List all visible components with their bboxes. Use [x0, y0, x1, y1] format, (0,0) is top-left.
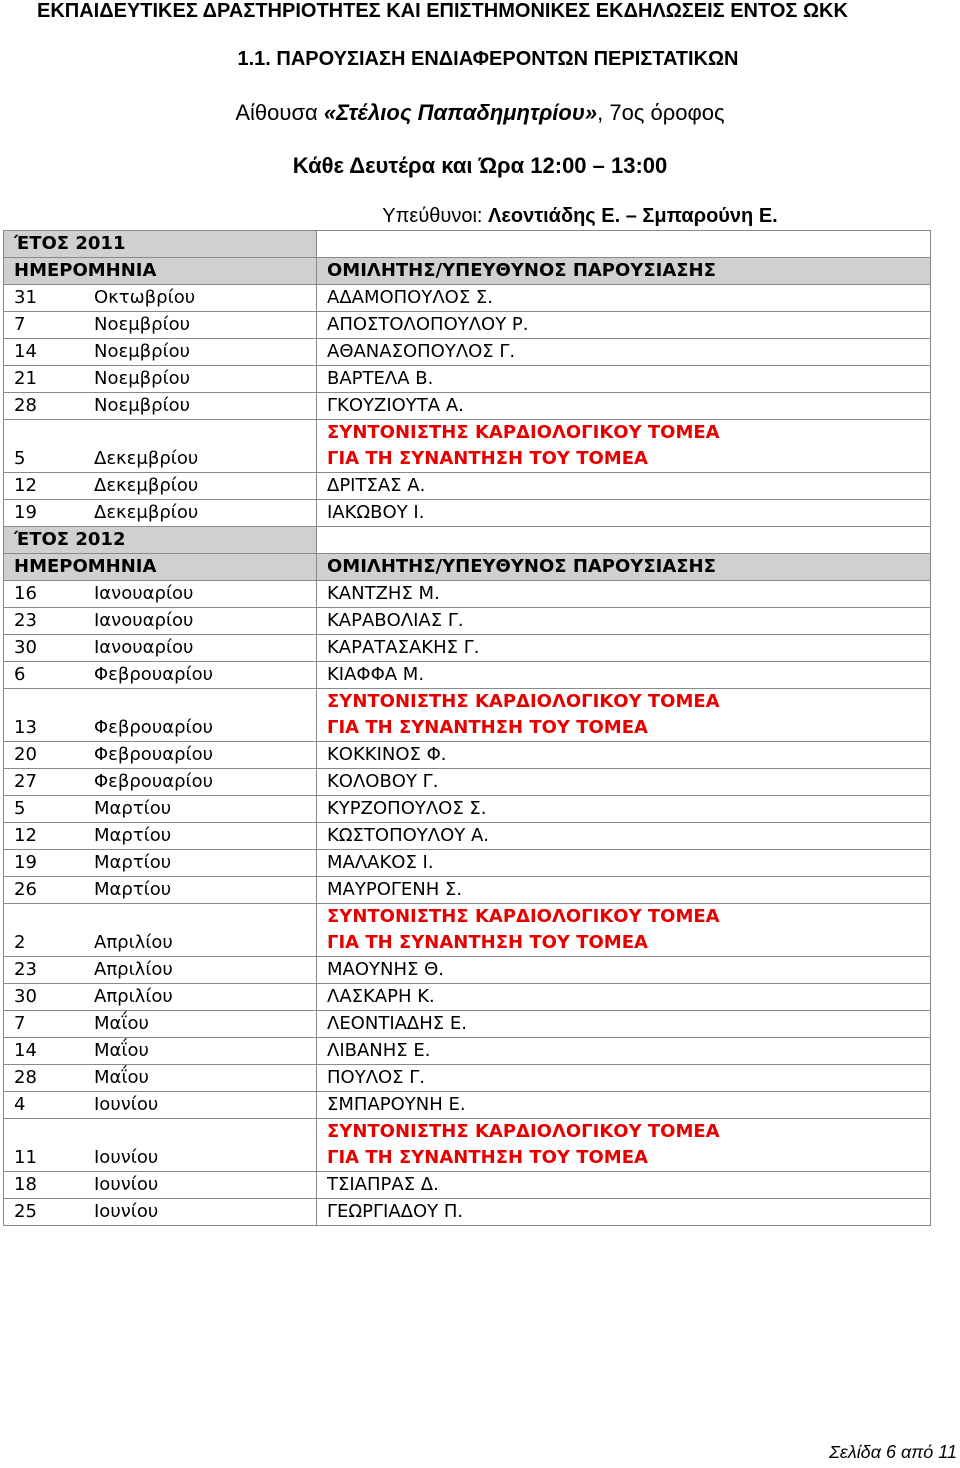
date-month: Ιουνίου — [84, 1092, 317, 1119]
table-row — [4, 1199, 931, 1226]
room-prefix: Αίθουσα — [235, 100, 324, 125]
date-day: 14 — [4, 1038, 85, 1065]
date-day: 31 — [4, 285, 85, 312]
schedule-table-body — [4, 231, 931, 1226]
presenter-line-1: ΣΥΝΤΟΝΙΣΤΗΣ ΚΑΡΔΙΟΛΟΓΙΚΟΥ ΤΟΜΕΑ — [327, 1121, 720, 1142]
presenter-cell: ΛΑΣΚΑΡΗ Κ. — [317, 984, 931, 1011]
date-day: 19 — [4, 500, 85, 527]
date-month: Απριλίου — [84, 904, 317, 957]
presenter-cell: ΚΩΣΤΟΠΟΥΛΟΥ Α. — [317, 823, 931, 850]
presenter-cell: ΑΘΑΝΑΣΟΠΟΥΛΟΣ Γ. — [317, 339, 931, 366]
year-row — [4, 527, 931, 554]
schedule-line: Κάθε Δευτέρα και Ώρα 12:00 – 13:00 — [292, 153, 668, 178]
date-month: Ιανουαρίου — [84, 608, 317, 635]
date-month: Απριλίου — [84, 957, 317, 984]
table-row — [4, 420, 931, 473]
presenter-cell — [317, 1119, 931, 1172]
date-month: Δεκεμβρίου — [84, 420, 317, 473]
date-month: Φεβρουαρίου — [84, 689, 317, 742]
date-month: Μαρτίου — [84, 877, 317, 904]
table-row — [4, 312, 931, 339]
table-row — [4, 904, 931, 957]
presenter-cell: ΓΕΩΡΓΙΑΔΟΥ Π. — [317, 1199, 931, 1226]
table-row — [4, 608, 931, 635]
table-row — [4, 635, 931, 662]
date-day: 13 — [4, 689, 85, 742]
responsible-names: Λεοντιάδης Ε. – Σμπαρούνη Ε. — [488, 205, 778, 227]
table-row — [4, 957, 931, 984]
table-row — [4, 823, 931, 850]
date-day: 23 — [4, 608, 85, 635]
room-line — [0, 100, 960, 126]
date-day: 28 — [4, 1065, 85, 1092]
presenter-cell: ΠΟΥΛΟΣ Γ. — [317, 1065, 931, 1092]
presenter-cell: ΛΙΒΑΝΗΣ Ε. — [317, 1038, 931, 1065]
date-day: 6 — [4, 662, 85, 689]
date-day: 21 — [4, 366, 85, 393]
date-day: 30 — [4, 635, 85, 662]
date-day: 12 — [4, 823, 85, 850]
responsible-line — [100, 205, 960, 228]
presenter-cell: ΙΑΚΩΒΟΥ Ι. — [317, 500, 931, 527]
year-label: ΈΤΟΣ 2011 — [4, 231, 317, 258]
date-day: 23 — [4, 957, 85, 984]
table-row — [4, 850, 931, 877]
date-month: Ιουνίου — [84, 1172, 317, 1199]
date-day: 30 — [4, 984, 85, 1011]
year-empty-cell — [317, 231, 931, 258]
date-day: 25 — [4, 1199, 85, 1226]
date-month: Απριλίου — [84, 984, 317, 1011]
presenter-cell: ΜΑΟΥΝΗΣ Θ. — [317, 957, 931, 984]
date-day: 4 — [4, 1092, 85, 1119]
date-day: 20 — [4, 742, 85, 769]
date-month: Μαρτίου — [84, 850, 317, 877]
presenter-cell: ΜΑΥΡΟΓΕΝΗ Σ. — [317, 877, 931, 904]
date-month: Δεκεμβρίου — [84, 500, 317, 527]
table-row — [4, 796, 931, 823]
room-suffix: , 7ος όροφος — [597, 100, 725, 125]
date-month: Νοεμβρίου — [84, 312, 317, 339]
date-day: 2 — [4, 904, 85, 957]
presenter-cell: ΚΑΝΤΖΗΣ Μ. — [317, 581, 931, 608]
date-month: Δεκεμβρίου — [84, 473, 317, 500]
presenter-cell — [317, 689, 931, 742]
date-month: Νοεμβρίου — [84, 339, 317, 366]
date-month: Ιανουαρίου — [84, 635, 317, 662]
date-month: Ιανουαρίου — [84, 581, 317, 608]
date-month: Ιουνίου — [84, 1199, 317, 1226]
page-number: Σελίδα 6 από 11 — [829, 1442, 957, 1462]
presenter-cell: ΚΟΛΟΒΟΥ Γ. — [317, 769, 931, 796]
table-row — [4, 500, 931, 527]
presenter-line-1: ΣΥΝΤΟΝΙΣΤΗΣ ΚΑΡΔΙΟΛΟΓΙΚΟΥ ΤΟΜΕΑ — [327, 906, 720, 927]
presenter-cell: ΣΜΠΑΡΟΥΝΗ Ε. — [317, 1092, 931, 1119]
column-header-row — [4, 258, 931, 285]
date-month: Φεβρουαρίου — [84, 662, 317, 689]
table-row — [4, 1011, 931, 1038]
presenter-cell: ΚΟΚΚΙΝΟΣ Φ. — [317, 742, 931, 769]
date-month: Ιουνίου — [84, 1119, 317, 1172]
date-day: 11 — [4, 1119, 85, 1172]
table-row — [4, 1065, 931, 1092]
date-column-header: ΗΜΕΡΟΜΗΝΙΑ — [4, 258, 317, 285]
section-title: 1.1. ΠΑΡΟΥΣΙΑΣΗ ΕΝΔΙΑΦΕΡΟΝΤΩΝ ΠΕΡΙΣΤΑΤΙΚΩΝ — [237, 48, 739, 70]
date-day: 5 — [4, 796, 85, 823]
date-month: Μαΐου — [84, 1038, 317, 1065]
date-day: 16 — [4, 581, 85, 608]
table-row — [4, 366, 931, 393]
table-row — [4, 742, 931, 769]
date-day: 27 — [4, 769, 85, 796]
table-row — [4, 473, 931, 500]
presenter-column-header: ΟΜΙΛΗΤΗΣ/ΥΠΕΥΘΥΝΟΣ ΠΑΡΟΥΣΙΑΣΗΣ — [317, 554, 931, 581]
schedule-table — [3, 230, 931, 1226]
date-month: Νοεμβρίου — [84, 393, 317, 420]
date-day: 18 — [4, 1172, 85, 1199]
table-row — [4, 769, 931, 796]
date-month: Μαρτίου — [84, 796, 317, 823]
presenter-cell: ΒΑΡΤΕΛΑ Β. — [317, 366, 931, 393]
document-heading: ΕΚΠΑΙΔΕΥΤΙΚΕΣ ΔΡΑΣΤΗΡΙΟΤΗΤΕΣ ΚΑΙ ΕΠΙΣΤΗΜΟΝΙΚΕΣ ΕΚΔΗΛΩΣΕΙΣ ΕΝΤΟΣ ΩΚΚ — [37, 0, 848, 22]
presenter-line-1: ΣΥΝΤΟΝΙΣΤΗΣ ΚΑΡΔΙΟΛΟΓΙΚΟΥ ΤΟΜΕΑ — [327, 422, 720, 443]
date-month: Οκτωβρίου — [84, 285, 317, 312]
presenter-cell: ΚΥΡΖΟΠΟΥΛΟΣ Σ. — [317, 796, 931, 823]
date-month: Μαρτίου — [84, 823, 317, 850]
presenter-cell: ΜΑΛΑΚΟΣ Ι. — [317, 850, 931, 877]
table-row — [4, 877, 931, 904]
date-month: Μαΐου — [84, 1011, 317, 1038]
presenter-cell: ΛΕΟΝΤΙΑΔΗΣ Ε. — [317, 1011, 931, 1038]
table-row — [4, 1038, 931, 1065]
table-row — [4, 1119, 931, 1172]
date-column-header: ΗΜΕΡΟΜΗΝΙΑ — [4, 554, 317, 581]
presenter-cell — [317, 904, 931, 957]
table-row — [4, 662, 931, 689]
presenter-line-2: ΓΙΑ ΤΗ ΣΥΝΑΝΤΗΣΗ ΤΟΥ ΤΟΜΕΑ — [327, 448, 648, 469]
date-day: 14 — [4, 339, 85, 366]
presenter-cell — [317, 420, 931, 473]
presenter-cell: ΚΑΡΑΒΟΛΙΑΣ Γ. — [317, 608, 931, 635]
presenter-cell: ΤΣΙΑΠΡΑΣ Δ. — [317, 1172, 931, 1199]
date-day: 28 — [4, 393, 85, 420]
year-label: ΈΤΟΣ 2012 — [4, 527, 317, 554]
table-row — [4, 984, 931, 1011]
presenter-cell: ΑΠΟΣΤΟΛΟΠΟΥΛΟΥ Ρ. — [317, 312, 931, 339]
date-day: 5 — [4, 420, 85, 473]
table-row — [4, 285, 931, 312]
date-day: 7 — [4, 312, 85, 339]
table-row — [4, 581, 931, 608]
presenter-line-2: ΓΙΑ ΤΗ ΣΥΝΑΝΤΗΣΗ ΤΟΥ ΤΟΜΕΑ — [327, 717, 648, 738]
date-month: Νοεμβρίου — [84, 366, 317, 393]
table-row — [4, 1092, 931, 1119]
column-header-row — [4, 554, 931, 581]
presenter-cell: ΔΡΙΤΣΑΣ Α. — [317, 473, 931, 500]
presenter-column-header: ΟΜΙΛΗΤΗΣ/ΥΠΕΥΘΥΝΟΣ ΠΑΡΟΥΣΙΑΣΗΣ — [317, 258, 931, 285]
date-day: 7 — [4, 1011, 85, 1038]
table-row — [4, 339, 931, 366]
date-month: Μαΐου — [84, 1065, 317, 1092]
date-month: Φεβρουαρίου — [84, 742, 317, 769]
date-day: 12 — [4, 473, 85, 500]
presenter-cell: ΚΑΡΑΤΑΣΑΚΗΣ Γ. — [317, 635, 931, 662]
presenter-line-2: ΓΙΑ ΤΗ ΣΥΝΑΝΤΗΣΗ ΤΟΥ ΤΟΜΕΑ — [327, 1147, 648, 1168]
presenter-cell: ΚΙΑΦΦΑ Μ. — [317, 662, 931, 689]
date-day: 19 — [4, 850, 85, 877]
responsible-label: Υπεύθυνοι: — [382, 205, 489, 227]
presenter-cell: ΓΚΟΥΖΙΟΥΤΑ Α. — [317, 393, 931, 420]
year-row — [4, 231, 931, 258]
date-day: 26 — [4, 877, 85, 904]
presenter-line-1: ΣΥΝΤΟΝΙΣΤΗΣ ΚΑΡΔΙΟΛΟΓΙΚΟΥ ΤΟΜΕΑ — [327, 691, 720, 712]
presenter-line-2: ΓΙΑ ΤΗ ΣΥΝΑΝΤΗΣΗ ΤΟΥ ΤΟΜΕΑ — [327, 932, 648, 953]
table-row — [4, 393, 931, 420]
room-name: «Στέλιος Παπαδημητρίου» — [323, 100, 598, 125]
year-empty-cell — [317, 527, 931, 554]
table-row — [4, 1172, 931, 1199]
date-month: Φεβρουαρίου — [84, 769, 317, 796]
table-row — [4, 689, 931, 742]
presenter-cell: ΑΔΑΜΟΠΟΥΛΟΣ Σ. — [317, 285, 931, 312]
